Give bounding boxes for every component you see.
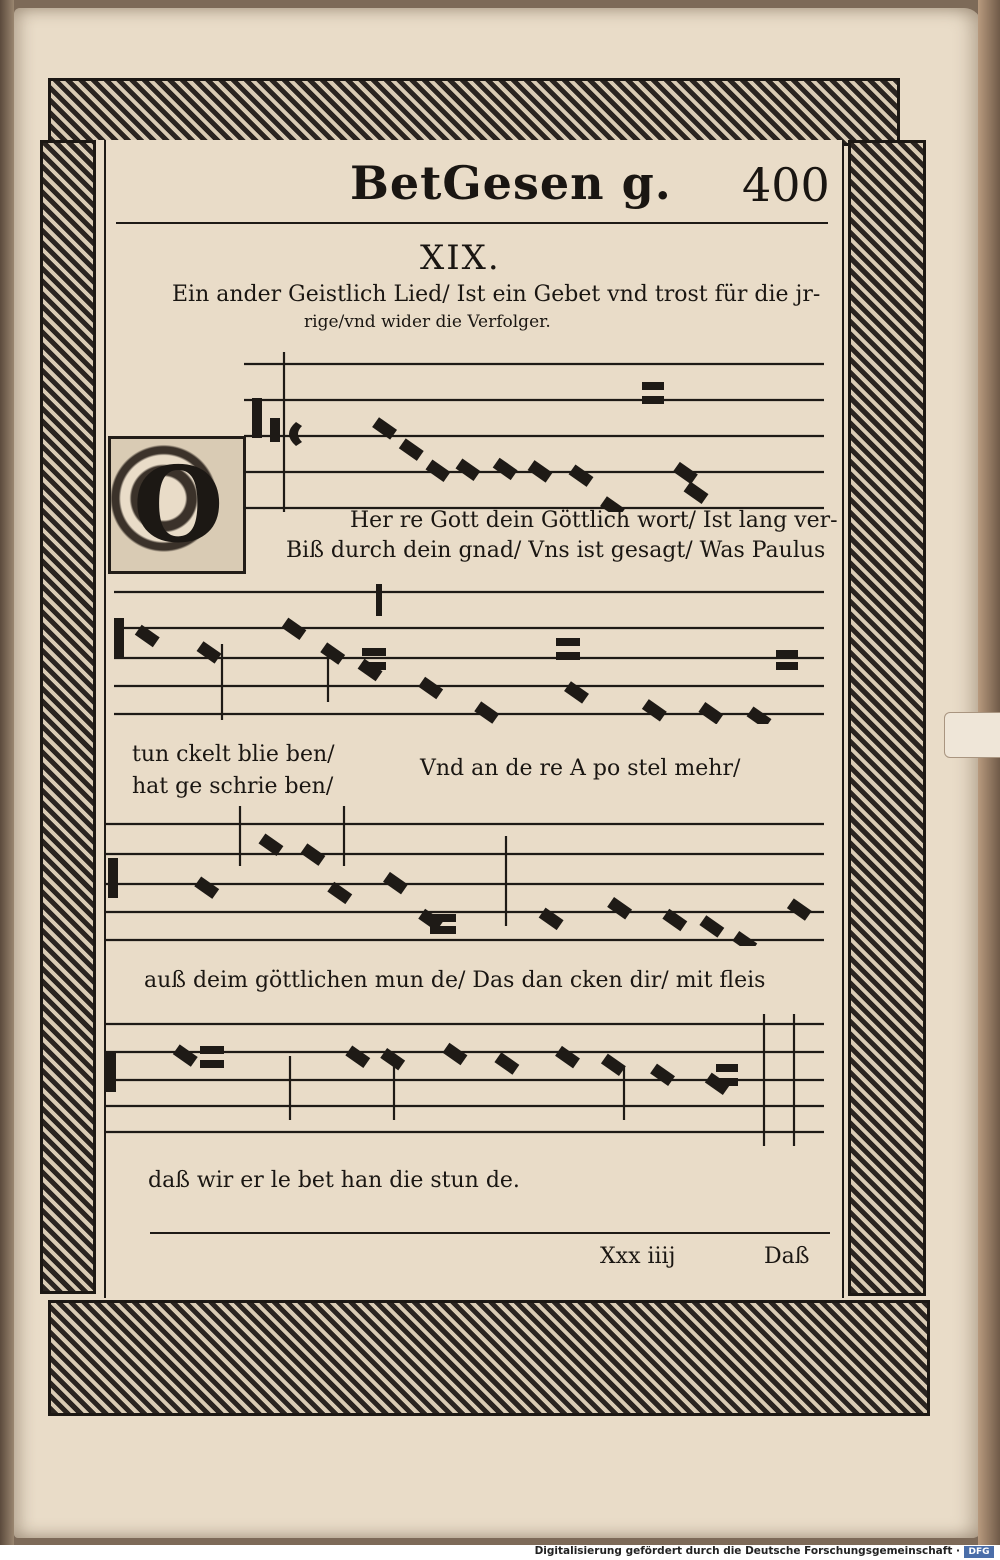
footer-credit: Digitalisierung gefördert durch die Deutsche Forschungsgemeinschaft · (534, 1545, 960, 1557)
page-number: 400 (742, 158, 830, 212)
lyric-line: Biß durch dein gnad/ Vns ist gesagt/ Was Paulus (286, 538, 826, 563)
bookmark-tab (944, 712, 1000, 758)
music-staff-1 (244, 352, 834, 512)
decorated-initial (108, 436, 246, 574)
lyric-line: daß wir er le bet han die stun de. (148, 1168, 520, 1193)
lyric-line: hat ge schrie ben/ (132, 774, 334, 799)
dfg-logo: DFG (964, 1546, 994, 1558)
ornament-border-right (848, 140, 926, 1296)
catchword: Daß (764, 1244, 810, 1269)
music-staff-3 (104, 806, 834, 946)
lyric-line: tun ckelt blie ben/ (132, 742, 335, 767)
ornament-border-bottom (48, 1300, 930, 1416)
hymn-heading-continued: rige/vnd wider die Verfolger. (304, 312, 551, 332)
digitization-footer (0, 1545, 1000, 1560)
header-rule (116, 222, 828, 224)
frame-rule-right (842, 140, 844, 1298)
music-staff-2 (104, 574, 834, 724)
hymn-number: XIX. (420, 238, 501, 278)
book-edge-left (0, 0, 14, 1545)
signature-mark: Xxx iiij (600, 1244, 676, 1269)
lyric-line: Her re Gott dein Göttlich wort/ Ist lang ver- (350, 508, 838, 533)
lyric-line: auß deim göttlichen mun de/ Das dan cken dir/ mit fleis (144, 968, 766, 993)
hymn-heading: Ein ander Geistlich Lied/ Ist ein Gebet vnd trost für die jr- (172, 282, 821, 307)
music-staff-4 (104, 1006, 834, 1146)
initial-letter: O (133, 443, 224, 566)
lyric-line: Vnd an de re A po stel mehr/ (420, 756, 741, 781)
running-title: BetGesen g. (350, 156, 672, 210)
footer-rule (150, 1232, 830, 1234)
book-edge-right (978, 0, 1000, 1545)
ornament-border-left (40, 140, 96, 1294)
ornament-border-top (48, 78, 900, 146)
